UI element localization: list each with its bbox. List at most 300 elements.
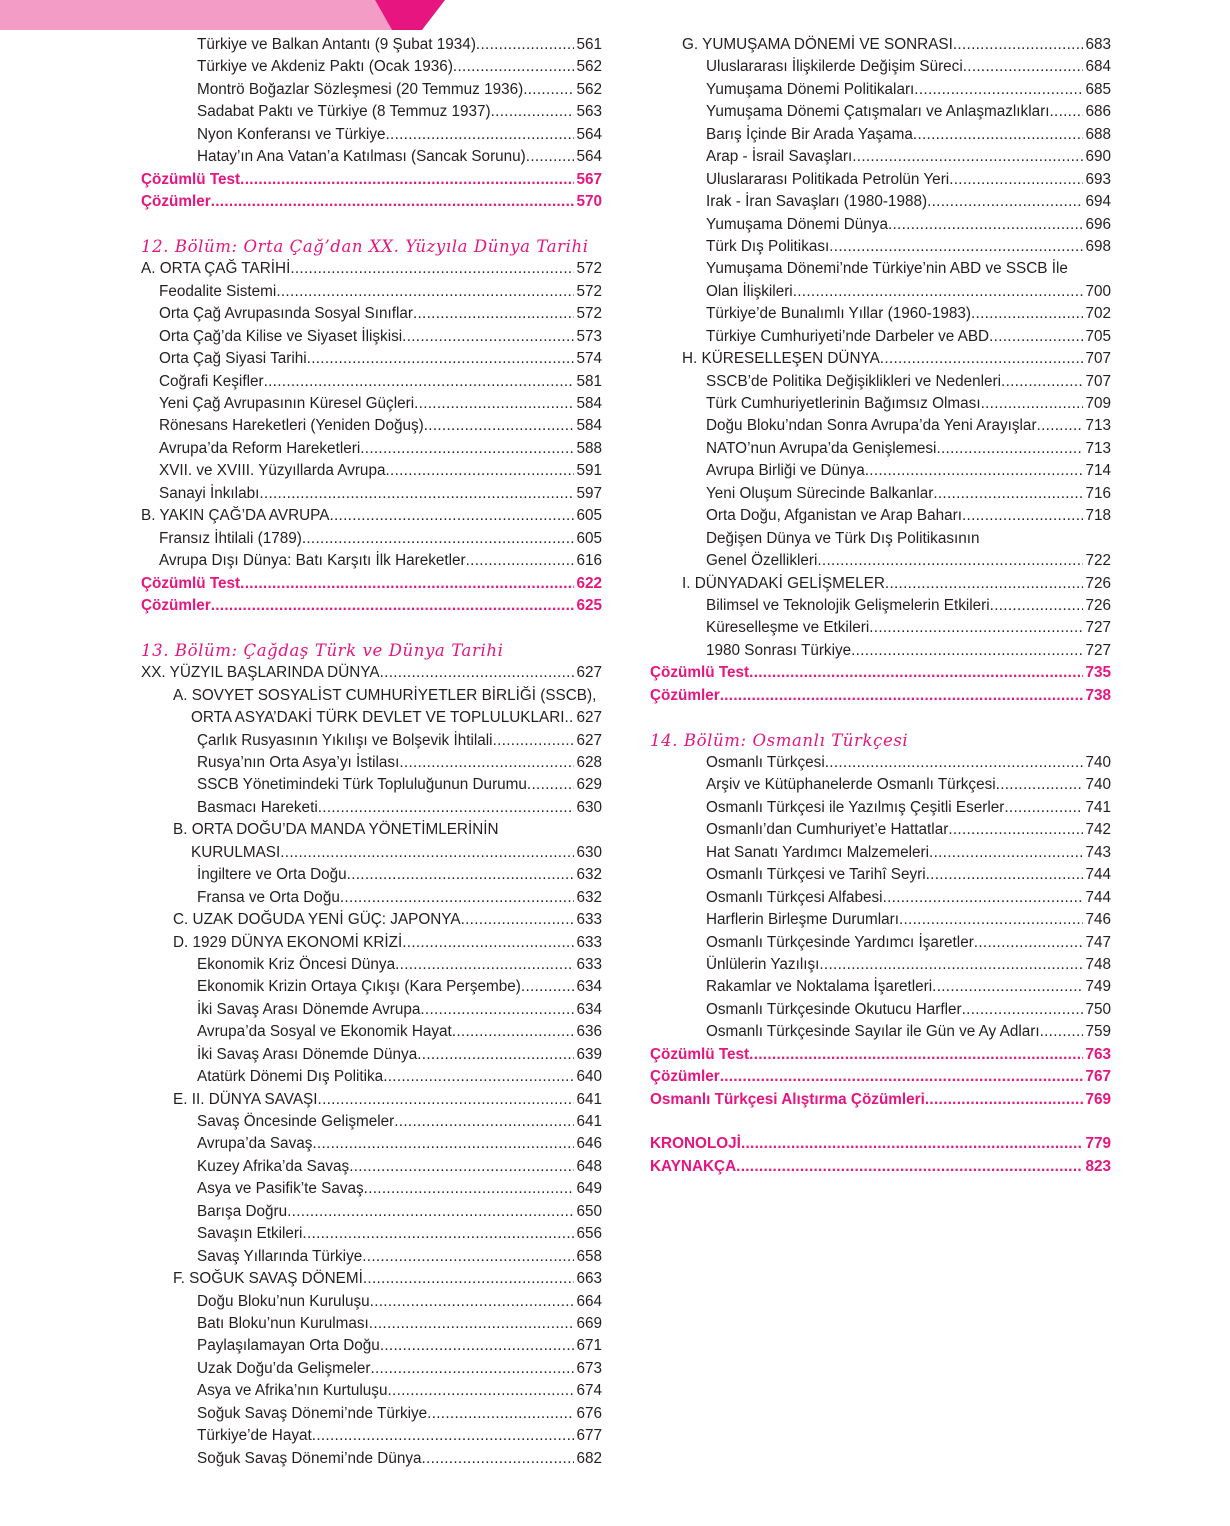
toc-entry[interactable] — [650, 595, 1111, 617]
toc-entry-title: Osmanlı Türkçesi Alıştırma Çözümleri — [650, 1090, 925, 1108]
toc-highlight-entry[interactable] — [141, 595, 602, 617]
dot-leader — [914, 79, 1083, 101]
toc-entry[interactable] — [650, 887, 1111, 909]
toc-highlight-entry[interactable] — [650, 662, 1111, 684]
toc-entry[interactable] — [141, 550, 602, 572]
toc-entry[interactable] — [141, 1380, 602, 1402]
toc-entry[interactable] — [650, 842, 1111, 864]
section-heading: 14. Bölüm: Osmanlı Türkçesi — [650, 730, 909, 750]
toc-entry[interactable] — [650, 909, 1111, 931]
toc-entry-title: Çözümler — [141, 596, 211, 614]
toc-entry-title: Nyon Konferansı ve Türkiye — [197, 125, 386, 143]
toc-entry[interactable] — [650, 303, 1111, 325]
toc-entry-title: Avrupa’da Reform Hareketleri — [159, 439, 361, 457]
dot-leader — [349, 1156, 574, 1178]
toc-entry-title: E. II. DÜNYA SAVAŞI — [173, 1090, 318, 1108]
dot-leader — [280, 842, 574, 864]
dot-leader — [1040, 1021, 1084, 1043]
toc-page-number: 696 — [1085, 215, 1111, 233]
toc-highlight-entry[interactable] — [141, 191, 602, 213]
dot-leader — [883, 887, 1084, 909]
toc-entry[interactable] — [141, 954, 602, 976]
toc-entry[interactable] — [141, 1313, 602, 1335]
dot-leader — [929, 842, 1083, 864]
toc-page-number: 682 — [576, 1449, 602, 1467]
toc-entry-title: Çözümler — [650, 686, 720, 704]
toc-entry[interactable] — [650, 371, 1111, 393]
toc-entry[interactable] — [141, 999, 602, 1021]
dot-leader — [312, 1425, 575, 1447]
toc-entry-title: Fransa ve Orta Doğu — [197, 888, 340, 906]
dot-leader — [290, 258, 574, 280]
dot-leader — [240, 169, 574, 191]
toc-page-number: 584 — [576, 395, 602, 412]
toc-page-number: 749 — [1085, 978, 1111, 996]
toc-page-number: 698 — [1085, 237, 1111, 255]
toc-page-number: 763 — [1085, 1045, 1111, 1063]
dot-leader — [402, 326, 574, 348]
toc-entry[interactable] — [141, 1021, 602, 1043]
toc-page-number: 632 — [576, 866, 602, 884]
toc-entry-title: Yumuşama Dönemi Dünya — [706, 215, 888, 233]
toc-entry[interactable] — [141, 1403, 602, 1425]
toc-entry[interactable] — [141, 281, 602, 303]
toc-entry-title: Türk Dış Politikası — [706, 237, 830, 255]
toc-entry[interactable] — [650, 617, 1111, 639]
toc-entry-title: Çözümler — [141, 193, 211, 211]
toc-entry[interactable] — [141, 1448, 602, 1470]
toc-entry-title: SSCB’de Politika Değişiklikleri ve Nedenleri — [706, 372, 1002, 390]
toc-entry[interactable] — [650, 976, 1111, 998]
toc-entry[interactable] — [141, 1133, 602, 1155]
toc-entry[interactable] — [141, 1268, 602, 1290]
dot-leader — [318, 797, 575, 819]
dot-leader — [869, 617, 1083, 639]
dot-leader — [852, 146, 1083, 168]
toc-entry-title: Çözümlü Test — [650, 1045, 750, 1063]
toc-entry-title: Küreselleşme ve Etkileri — [706, 619, 870, 637]
toc-entry[interactable] — [141, 79, 602, 101]
toc-entry[interactable] — [141, 1223, 602, 1245]
toc-entry[interactable] — [141, 819, 602, 841]
dot-leader — [360, 438, 574, 460]
toc-entry[interactable] — [650, 932, 1111, 954]
toc-entry-title: Yeni Çağ Avrupasının Küresel Güçleri — [159, 395, 415, 412]
toc-entry[interactable] — [141, 1044, 602, 1066]
section-heading: 12. Bölüm: Orta Çağ’dan XX. Yüzyıla Dünya Tarihi — [141, 236, 589, 256]
toc-page-number: 570 — [576, 193, 602, 211]
toc-entry-title: Avrupa Dışı Dünya: Batı Karşıtı İlk Hareketler — [159, 552, 466, 570]
dot-leader — [817, 550, 1083, 572]
toc-entry[interactable] — [141, 258, 602, 280]
dot-leader — [383, 1066, 574, 1088]
dot-leader — [491, 101, 575, 123]
toc-entry[interactable] — [141, 1178, 602, 1200]
toc-page-number: 694 — [1085, 193, 1111, 211]
toc-entry[interactable] — [141, 1111, 602, 1133]
toc-entry[interactable] — [141, 909, 602, 931]
toc-page-number: 702 — [1085, 305, 1111, 323]
toc-page-number: 700 — [1085, 282, 1111, 300]
dot-leader — [749, 1044, 1083, 1066]
dot-leader — [1037, 415, 1084, 437]
toc-page-number: 664 — [576, 1292, 602, 1310]
toc-entry-title: Çözümlü Test — [650, 664, 750, 682]
toc-entry[interactable] — [141, 528, 602, 550]
toc-entry-title: I. DÜNYADAKİ GELİŞMELER — [682, 574, 885, 592]
toc-highlight-entry[interactable] — [141, 573, 602, 595]
toc-entry-title: Uzak Doğu’da Gelişmeler — [197, 1359, 371, 1377]
toc-page-number: 640 — [576, 1068, 602, 1086]
toc-page-number: 627 — [576, 731, 602, 749]
toc-entry-title: Avrupa’da Savaş — [197, 1135, 313, 1153]
dot-leader — [312, 1133, 574, 1155]
toc-entry[interactable] — [650, 281, 1111, 303]
toc-entry-title: Osmanlı’dan Cumhuriyet’e Hattatlar — [706, 821, 949, 839]
toc-entry[interactable] — [141, 864, 602, 886]
toc-entry-title: Hatay’ın Ana Vatan’a Katılması (Sancak Sorunu) — [197, 148, 526, 166]
toc-entry[interactable] — [650, 752, 1111, 774]
toc-entry[interactable] — [650, 146, 1111, 168]
dot-leader — [793, 281, 1084, 303]
toc-entry-title: Sadabat Paktı ve Türkiye (8 Temmuz 1937) — [197, 103, 491, 121]
toc-entry[interactable] — [650, 124, 1111, 146]
dot-leader — [885, 573, 1084, 595]
dot-leader — [413, 303, 575, 325]
toc-page-number: 683 — [1085, 36, 1111, 53]
toc-entry[interactable] — [141, 1246, 602, 1268]
dot-leader — [974, 932, 1084, 954]
toc-entry-title: Fransız İhtilali (1789) — [159, 529, 302, 547]
toc-entry-title: B. YAKIN ÇAĞ’DA AVRUPA — [141, 507, 330, 525]
dot-leader — [926, 864, 1084, 886]
toc-page-number: 634 — [576, 978, 602, 996]
toc-entry-title: Harflerin Birleşme Durumları — [706, 911, 899, 929]
toc-entry[interactable] — [141, 774, 602, 796]
toc-page-number: 656 — [576, 1225, 602, 1243]
toc-page-number: 573 — [576, 327, 602, 345]
toc-page-number: 740 — [1085, 776, 1111, 794]
toc-entry[interactable] — [141, 1358, 602, 1380]
dot-leader — [741, 1133, 1084, 1155]
dot-leader — [370, 1291, 575, 1313]
toc-entry[interactable] — [141, 842, 602, 864]
toc-entry-title: D. 1929 DÜNYA EKONOMİ KRİZİ — [173, 933, 403, 951]
toc-entry-title: KURULMASI — [191, 843, 281, 861]
toc-page-number: 641 — [576, 1113, 602, 1130]
toc-page-number: 641 — [576, 1090, 602, 1108]
toc-entry[interactable] — [141, 303, 602, 325]
toc-entry[interactable] — [141, 1201, 602, 1223]
dot-leader — [461, 909, 575, 931]
toc-entry[interactable] — [650, 56, 1111, 78]
dot-leader — [307, 348, 575, 370]
toc-entry-title: Doğu Bloku’nun Kuruluşu — [197, 1292, 370, 1310]
toc-entry[interactable] — [141, 393, 602, 415]
toc-page-number: 823 — [1085, 1157, 1111, 1175]
toc-entry[interactable] — [141, 348, 602, 370]
toc-entry[interactable] — [141, 1291, 602, 1313]
toc-page-number: 562 — [576, 80, 602, 98]
dot-leader — [420, 999, 574, 1021]
toc-page-number: 650 — [576, 1202, 602, 1220]
toc-page-number: 588 — [576, 439, 602, 457]
toc-entry[interactable] — [141, 1156, 602, 1178]
toc-entry[interactable] — [650, 573, 1111, 595]
toc-highlight-entry[interactable] — [650, 1133, 1111, 1155]
toc-entry[interactable] — [650, 326, 1111, 348]
toc-page-number: 716 — [1085, 484, 1111, 502]
toc-entry-title: İki Savaş Arası Dönemde Dünya — [197, 1045, 418, 1063]
toc-entry[interactable] — [650, 640, 1111, 662]
toc-entry-title: Barış İçinde Bir Arada Yaşama — [706, 125, 913, 143]
toc-entry[interactable] — [650, 528, 1111, 550]
toc-entry-title: Türk Cumhuriyetlerinin Bağımsız Olması — [706, 395, 981, 412]
toc-entry[interactable] — [650, 101, 1111, 123]
toc-entry[interactable] — [141, 505, 602, 527]
dot-leader — [981, 393, 1084, 415]
toc-entry[interactable] — [141, 56, 602, 78]
dot-leader — [1049, 101, 1083, 123]
dot-leader — [880, 348, 1084, 370]
toc-entry[interactable] — [141, 371, 602, 393]
toc-entry[interactable] — [141, 1089, 602, 1111]
toc-entry[interactable] — [650, 79, 1111, 101]
dot-leader — [990, 595, 1084, 617]
dot-leader — [370, 1358, 574, 1380]
toc-page-number: 690 — [1085, 148, 1111, 166]
dot-leader — [380, 662, 575, 684]
dot-leader — [948, 819, 1083, 841]
toc-entry-title: XVII. ve XVIII. Yüzyıllarda Avrupa — [159, 462, 386, 480]
toc-entry[interactable] — [141, 932, 602, 954]
toc-page-number: 677 — [576, 1427, 602, 1445]
toc-entry-title: Yumuşama Dönemi’nde Türkiye’nin ABD ve SSCB İle — [706, 260, 1068, 278]
toc-page-number: 639 — [576, 1045, 602, 1063]
dot-leader — [402, 932, 574, 954]
dot-leader — [736, 1156, 1083, 1178]
toc-page-number: 740 — [1085, 754, 1111, 771]
toc-entry[interactable] — [650, 169, 1111, 191]
dot-leader — [318, 1089, 575, 1111]
toc-page-number: 633 — [576, 911, 602, 929]
toc-entry[interactable] — [650, 774, 1111, 796]
toc-entry-title: Türkiye’de Hayat — [197, 1427, 312, 1445]
toc-entry[interactable] — [650, 460, 1111, 482]
toc-entry-title: C. UZAK DOĞUDA YENİ GÜÇ: JAPONYA — [173, 911, 461, 929]
toc-page-number: 727 — [1085, 641, 1111, 659]
toc-entry[interactable] — [650, 236, 1111, 258]
toc-page-number: 572 — [576, 282, 602, 300]
toc-entry-title: Osmanlı Türkçesinde Okutucu Harfler — [706, 1000, 962, 1018]
toc-entry[interactable] — [141, 124, 602, 146]
dot-leader — [962, 505, 1084, 527]
toc-entry[interactable] — [141, 34, 602, 56]
toc-entry[interactable] — [141, 326, 602, 348]
dot-leader — [340, 887, 575, 909]
toc-entry[interactable] — [650, 438, 1111, 460]
toc-entry-title: Arşiv ve Kütüphanelerde Osmanlı Türkçesi — [706, 776, 996, 794]
toc-entry[interactable] — [650, 415, 1111, 437]
toc-entry[interactable] — [141, 1335, 602, 1357]
toc-page-number: 744 — [1085, 888, 1111, 906]
toc-highlight-entry[interactable] — [650, 1156, 1111, 1178]
toc-entry[interactable] — [650, 999, 1111, 1021]
toc-page-number: 572 — [576, 305, 602, 323]
dot-leader — [385, 460, 574, 482]
toc-entry[interactable] — [141, 887, 602, 909]
toc-page-number: 581 — [576, 372, 602, 390]
toc-page-number: 674 — [576, 1382, 602, 1400]
dot-leader — [329, 505, 574, 527]
toc-entry-title: Coğrafi Keşifler — [159, 372, 264, 390]
toc-entry-title: Avrupa’da Sosyal ve Ekonomik Hayat — [197, 1023, 452, 1041]
toc-page-number: 629 — [576, 776, 602, 794]
dot-leader — [720, 1066, 1084, 1088]
toc-highlight-entry[interactable] — [650, 1066, 1111, 1088]
toc-entry-title: Değişen Dünya ve Türk Dış Politikasının — [706, 529, 980, 547]
toc-entry[interactable] — [141, 438, 602, 460]
dot-leader — [453, 56, 575, 78]
toc-entry[interactable] — [141, 415, 602, 437]
toc-entry[interactable] — [141, 662, 602, 684]
toc-entry[interactable] — [650, 954, 1111, 976]
toc-entry[interactable] — [650, 191, 1111, 213]
toc-entry[interactable] — [141, 797, 602, 819]
toc-entry[interactable] — [141, 101, 602, 123]
section-heading: 13. Bölüm: Çağdaş Türk ve Dünya Tarihi — [141, 640, 504, 660]
toc-entry[interactable] — [141, 730, 602, 752]
toc-entry-title: Osmanlı Türkçesi ile Yazılmış Çeşitli Eserler — [706, 798, 1005, 816]
toc-entry[interactable] — [650, 393, 1111, 415]
toc-entry[interactable] — [141, 976, 602, 998]
toc-page-number: 564 — [576, 148, 602, 166]
toc-entry[interactable] — [650, 483, 1111, 505]
toc-entry[interactable] — [650, 864, 1111, 886]
dot-leader — [720, 685, 1084, 707]
toc-entry-title: Genel Özellikleri — [706, 552, 818, 570]
toc-entry[interactable] — [141, 707, 602, 729]
toc-page-number: 563 — [576, 103, 602, 121]
toc-entry[interactable] — [141, 1425, 602, 1447]
toc-left-column — [141, 34, 602, 1470]
toc-entry[interactable] — [141, 460, 602, 482]
toc-entry-title: Uluslararası Politikada Petrolün Yeri — [706, 170, 950, 188]
dot-leader — [369, 1313, 575, 1335]
toc-entry-title: Çözümler — [650, 1068, 720, 1086]
toc-entry[interactable] — [650, 505, 1111, 527]
toc-entry[interactable] — [650, 797, 1111, 819]
toc-entry[interactable] — [650, 348, 1111, 370]
toc-highlight-entry[interactable] — [141, 169, 602, 191]
toc-entry[interactable] — [650, 258, 1111, 280]
dot-leader — [523, 79, 574, 101]
dot-leader — [851, 640, 1083, 662]
dot-leader — [996, 774, 1084, 796]
dot-leader — [302, 1223, 574, 1245]
toc-entry[interactable] — [650, 34, 1111, 56]
toc-highlight-entry[interactable] — [650, 685, 1111, 707]
dot-leader — [385, 124, 574, 146]
toc-page-number: 685 — [1085, 80, 1111, 98]
toc-entry-title: B. ORTA DOĞU’DA MANDA YÖNETİMLERİNİN — [173, 821, 499, 839]
toc-page-number: 625 — [576, 596, 602, 614]
toc-page-number: 627 — [576, 664, 602, 682]
dot-leader — [962, 999, 1084, 1021]
toc-page-number: 636 — [576, 1023, 602, 1041]
toc-entry[interactable] — [650, 1021, 1111, 1043]
toc-page-number: 632 — [576, 888, 602, 906]
toc-entry[interactable] — [141, 685, 602, 707]
toc-page-number: 748 — [1085, 955, 1111, 973]
dot-leader — [427, 1403, 574, 1425]
toc-entry[interactable] — [650, 819, 1111, 841]
toc-page-number: 684 — [1085, 58, 1111, 76]
toc-page-number: 574 — [576, 350, 602, 368]
toc-entry-title: Batı Bloku’nun Kurulması — [197, 1314, 369, 1332]
toc-entry[interactable] — [141, 483, 602, 505]
toc-entry[interactable] — [650, 214, 1111, 236]
toc-entry-title: Yumuşama Dönemi Çatışmaları ve Anlaşmazlıkları — [706, 103, 1050, 121]
toc-entry[interactable] — [141, 752, 602, 774]
toc-highlight-entry[interactable] — [650, 1089, 1111, 1111]
toc-page-number: 591 — [576, 462, 602, 480]
dot-leader — [565, 707, 575, 729]
toc-highlight-entry[interactable] — [650, 1044, 1111, 1066]
toc-entry-title: Basmacı Hareketi — [197, 798, 318, 816]
toc-page-number: 742 — [1085, 821, 1111, 839]
toc-page-number: 718 — [1085, 507, 1111, 525]
toc-entry-title: 1980 Sonrası Türkiye — [706, 641, 852, 659]
dot-leader — [476, 34, 575, 56]
dot-leader — [264, 371, 575, 393]
toc-entry-title: Kuzey Afrika’da Savaş — [197, 1157, 350, 1175]
toc-entry[interactable] — [141, 146, 602, 168]
toc-page-number: 567 — [576, 170, 602, 188]
toc-entry-title: İki Savaş Arası Dönemde Avrupa — [197, 1000, 421, 1018]
dot-leader — [971, 303, 1083, 325]
toc-page-number: 705 — [1085, 327, 1111, 345]
dot-leader — [1004, 797, 1083, 819]
toc-page-number: 628 — [576, 754, 602, 771]
dot-leader — [240, 573, 574, 595]
toc-entry-title: Irak - İran Savaşları (1980-1988) — [706, 193, 928, 211]
toc-entry-title: Türkiye’de Bunalımlı Yıllar (1960-1983) — [706, 305, 971, 323]
toc-page-number: 649 — [576, 1180, 602, 1198]
dot-leader — [424, 415, 575, 437]
toc-page-number: 726 — [1085, 574, 1111, 592]
toc-page-number: 707 — [1085, 350, 1111, 368]
dot-leader — [493, 730, 575, 752]
toc-entry-title: ORTA ASYA’DAKİ TÜRK DEVLET VE TOPLULUKLARI — [191, 709, 565, 727]
dot-leader — [363, 1268, 575, 1290]
dot-leader — [211, 191, 575, 213]
toc-entry-title: Yumuşama Dönemi Politikaları — [706, 80, 915, 98]
dot-leader — [932, 976, 1083, 998]
toc-page-number: 727 — [1085, 619, 1111, 637]
toc-entry-title: Osmanlı Türkçesi ve Tarihî Seyri — [706, 866, 926, 884]
toc-entry-title: Çözümlü Test — [141, 574, 241, 592]
toc-entry-title: Rönesans Hareketleri (Yeniden Doğuş) — [159, 417, 424, 435]
dot-leader — [364, 1178, 575, 1200]
toc-entry-title: Feodalite Sistemi — [159, 282, 277, 300]
toc-page-number: 676 — [576, 1404, 602, 1422]
toc-page-number: 750 — [1085, 1000, 1111, 1018]
toc-entry-title: Orta Çağ Avrupasında Sosyal Sınıflar — [159, 305, 413, 323]
toc-entry[interactable] — [141, 1066, 602, 1088]
toc-entry[interactable] — [650, 550, 1111, 572]
toc-entry-title: Doğu Bloku’ndan Sonra Avrupa’da Yeni Arayışlar — [706, 417, 1037, 435]
